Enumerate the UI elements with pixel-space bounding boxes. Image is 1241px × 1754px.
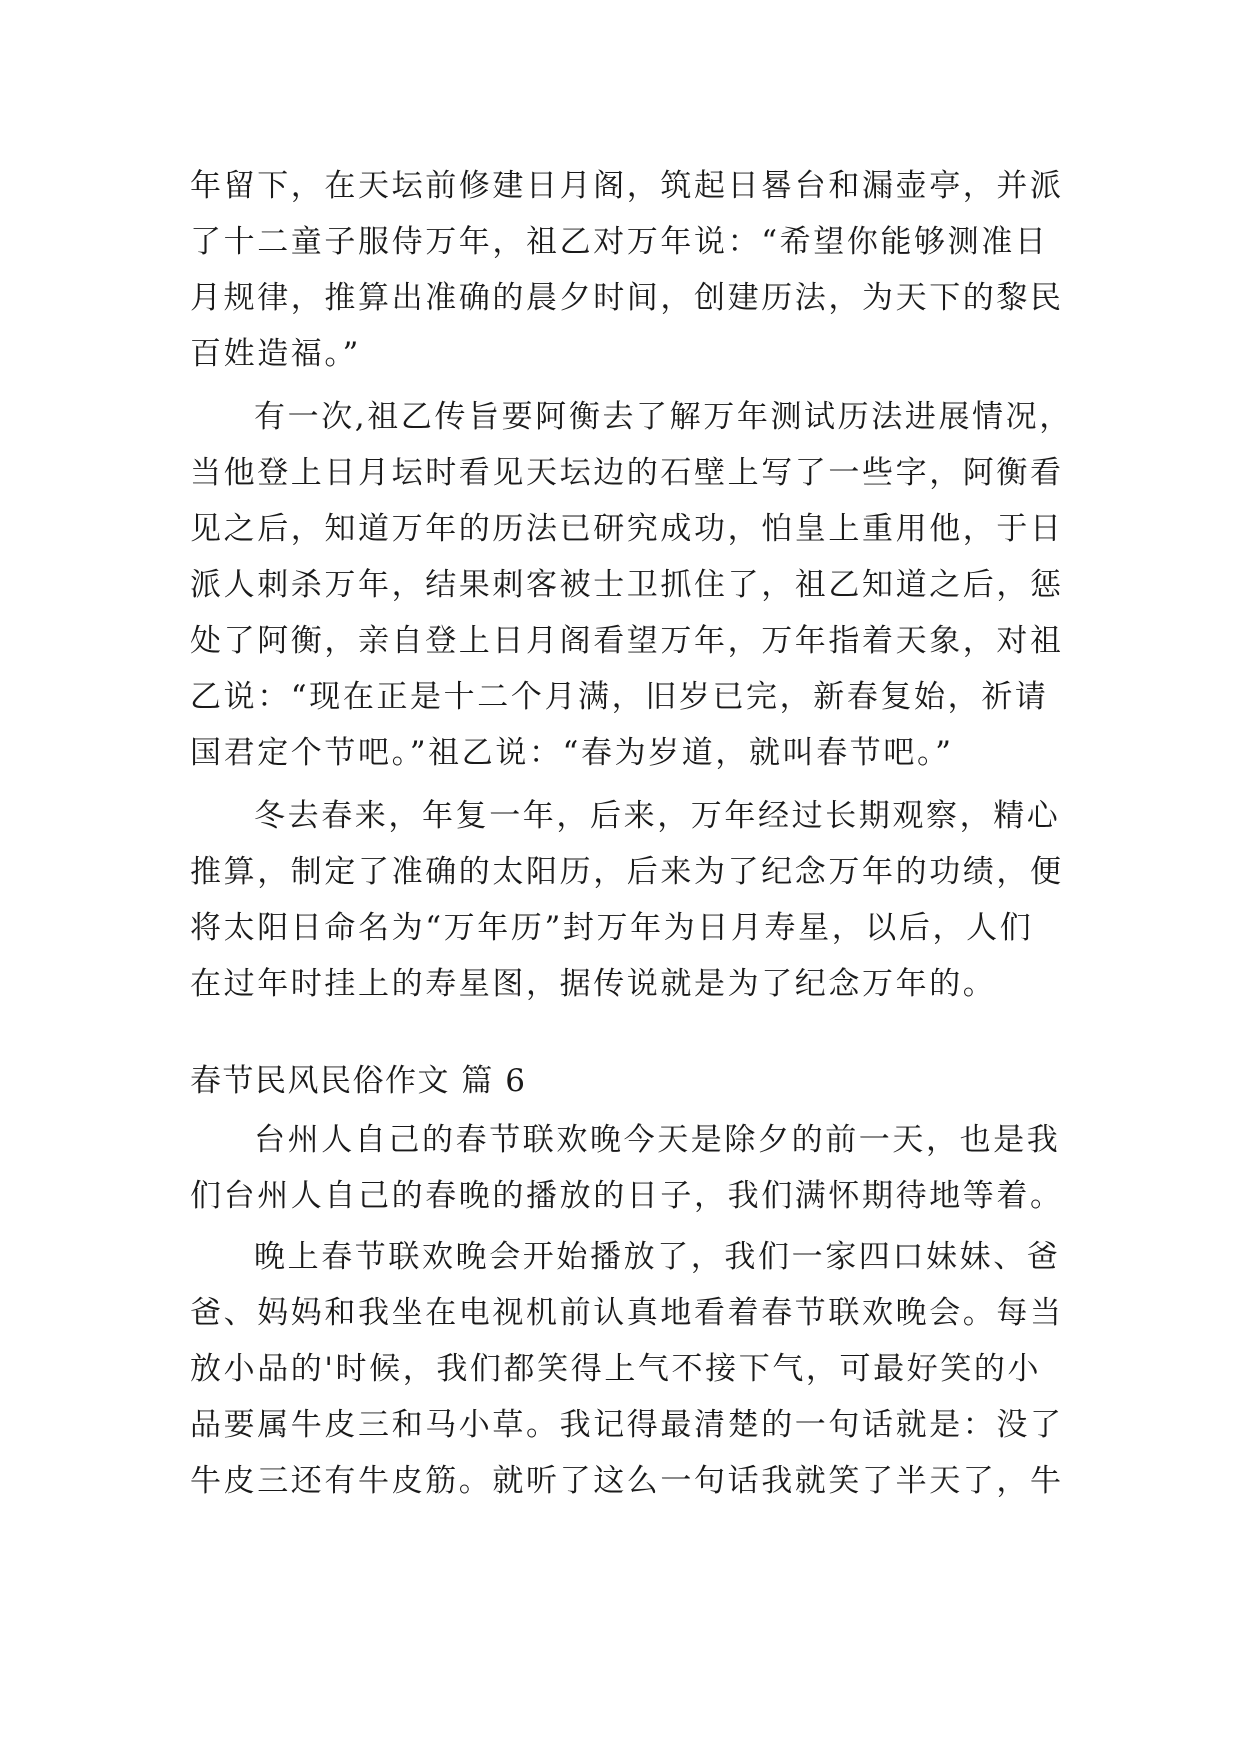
section-heading: 春节民风民俗作文 篇 6	[190, 1063, 527, 1099]
text-line: 当他登上日月坛时看见天坛边的石壁上写了一些字，阿衡看	[190, 455, 1064, 491]
paragraph-first-line: 有一次,祖乙传旨要阿衡去了解万年测试历法进展情况，	[254, 399, 1073, 435]
paragraph-first-line: 台州人自己的春节联欢晚今天是除夕的前一天，也是我	[254, 1122, 1061, 1158]
text-line: 国君定个节吧。”祖乙说：“春为岁道，就叫春节吧。”	[190, 735, 954, 771]
text-line: 了十二童子服侍万年，祖乙对万年说：“希望你能够测准日	[190, 224, 1049, 260]
text-line: 品要属牛皮三和马小草。我记得最清楚的一句话就是：没了	[190, 1407, 1064, 1443]
text-line: 爸、妈妈和我坐在电视机前认真地看着春节联欢晚会。每当	[190, 1295, 1064, 1331]
text-line: 派人刺杀万年，结果刺客被士卫抓住了，祖乙知道之后，惩	[190, 567, 1064, 603]
text-line: 推算，制定了准确的太阳历，后来为了纪念万年的功绩，便	[190, 854, 1064, 890]
paragraph-first-line: 冬去春来，年复一年，后来，万年经过长期观察，精心	[254, 798, 1061, 834]
text-line: 百姓造福。”	[190, 336, 361, 372]
text-line: 在过年时挂上的寿星图，据传说就是为了纪念万年的。	[190, 966, 997, 1002]
text-line: 放小品的'时候，我们都笑得上气不接下气，可最好笑的小	[190, 1351, 1042, 1387]
text-line: 月规律，推算出准确的晨夕时间，创建历法，为天下的黎民	[190, 280, 1064, 316]
text-line: 乙说：“现在正是十二个月满，旧岁已完，新春复始，祈请	[190, 679, 1049, 715]
text-line: 处了阿衡，亲自登上日月阁看望万年，万年指着天象，对祖	[190, 623, 1064, 659]
paragraph-first-line: 晚上春节联欢晚会开始播放了，我们一家四口妹妹、爸	[254, 1239, 1061, 1275]
text-line: 见之后，知道万年的历法已研究成功，怕皇上重用他，于日	[190, 511, 1064, 547]
text-line: 牛皮三还有牛皮筋。就听了这么一句话我就笑了半天了，牛	[190, 1463, 1064, 1499]
text-line: 将太阳日命名为“万年历”封万年为日月寿星，以后，人们	[190, 910, 1034, 946]
text-line: 年留下，在天坛前修建日月阁，筑起日晷台和漏壶亭，并派	[190, 168, 1064, 204]
text-line: 们台州人自己的春晚的播放的日子，我们满怀期待地等着。	[190, 1178, 1064, 1214]
